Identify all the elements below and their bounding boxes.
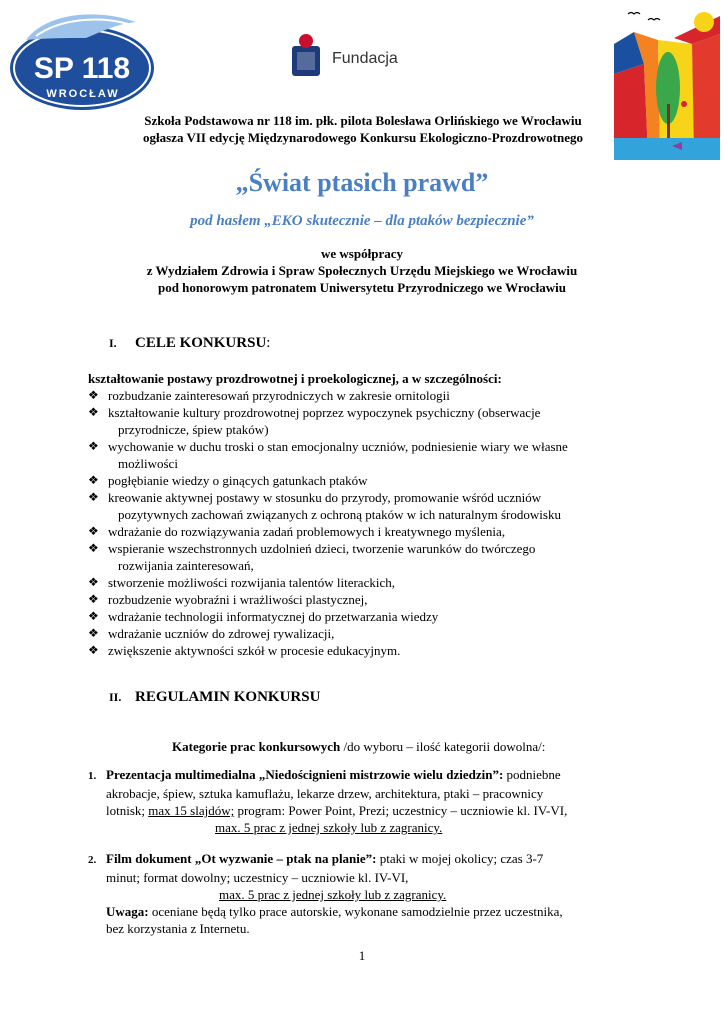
section-1-colon: : [266,335,271,351]
goal-item-text: możliwości [118,456,178,471]
pko-foundation-logo [288,32,408,82]
cooperation-line-3: pod honorowym patronatem Uniwersytetu Przyrodniczego we Wrocławiu [157,280,567,295]
category-2-limit: max. 5 prac z jednej szkoły lub z zagranicy. [219,887,447,902]
bullet-icon [88,506,108,523]
category-2-note-label: Uwaga: [106,904,149,919]
goal-item-text: pogłębianie wiedzy o ginących gatunkach ptaków [108,473,368,488]
goal-item [88,625,648,642]
category-2-note-text: oceniane będą tylko prace autorskie, wykonane samodzielnie przez uczestnika, [148,904,563,919]
contest-motto: pod hasłem „EKO skutecznie – dla ptaków bezpiecznie” [190,213,534,229]
header-line-2: ogłasza VII edycję Międzynarodowego Konkursu Ekologiczno-Prozdrowotnego [143,130,583,145]
bullet-icon: ❖ [88,524,99,538]
goal-item [88,387,648,404]
school-logo-city: WROCŁAW [46,88,120,100]
goal-item-text: wspieranie wszechstronnych uzdolnień dzieci, tworzenie warunków do twórczego [108,541,536,556]
section-2-number: II. [109,690,122,704]
bullet-icon: ❖ [88,388,99,402]
bullet-icon: ❖ [88,490,99,504]
categories-heading-rest: /do wyboru – ilość kategorii dowolna/: [340,739,546,754]
category-2-line-2: minut; format dowolny; uczestnicy – uczniowie kl. IV-VI, [106,870,409,885]
school-logo-text: SP 118 [33,52,131,85]
bullet-icon: ❖ [88,592,99,606]
goal-item [88,404,648,421]
bullet-icon: ❖ [88,575,99,589]
goal-item-text: kształtowanie kultury prozdrowotnej poprzez wypoczynek psychiczny (obserwacje [108,405,541,420]
categories-heading-bold: Kategorie prac konkursowych [172,739,341,754]
section-1-heading [109,335,270,352]
goal-item-text: wychowanie w duchu troski o stan emocjonalny uczniów, podniesienie wiary we własne [108,439,568,454]
category-2-text: ptaki w mojej okolicy; czas 3-7 [376,851,544,866]
category-1-text: podniebne [503,767,561,782]
goal-item [88,523,648,540]
category-2 [88,850,636,937]
goal-item [88,591,648,608]
goal-item-text: wdrażanie technologii informatycznej do przetwarzania wiedzy [108,609,439,624]
category-1-max-slides: max 15 slajdów; [148,803,235,818]
category-1-number: 1. [88,770,97,782]
section-1-title: CELE KONKURSU [135,335,267,351]
bullet-icon: ❖ [88,643,99,657]
goal-item-text: rozbudzenie wyobraźni i wrażliwości plastycznej, [108,592,368,607]
goal-item-text: rozbudzanie zainteresowań przyrodniczych w zakresie ornitologii [108,388,450,403]
category-2-line-1 [88,850,636,869]
goal-item-continuation [88,557,648,574]
school-logo [6,8,156,112]
goal-item [88,472,648,489]
goal-item [88,438,648,455]
section-1-intro: kształtowanie postawy prozdrowotnej i proekologicznej, a w szczególności: [88,371,502,386]
goal-item [88,574,648,591]
goal-item [88,540,648,557]
goal-item-text: wdrażanie do rozwiązywania zadań problemowych i kreatywnego myślenia, [108,524,506,539]
bullet-icon: ❖ [88,473,99,487]
category-1-line-3 [88,802,636,819]
page-number: 1 [358,948,366,963]
goal-item [88,642,648,659]
category-1-title: Prezentacja multimedialna „Niedoścignieni mistrzowie wielu dziedzin”: [106,767,504,782]
bullet-icon: ❖ [88,439,99,453]
contest-title: „Świat ptasich prawd” [235,168,489,197]
goal-item-text: wdrażanie uczniów do zdrowej rywalizacji, [108,626,335,641]
category-1-line-1 [88,766,636,785]
bullet-icon: ❖ [88,626,99,640]
bullet-icon: ❖ [88,405,99,419]
category-2-number: 2. [88,854,97,866]
category-1-line-3b: program: Power Point, Prezi; uczestnicy – uczniowie kl. IV-VI, [234,803,568,818]
category-1-limit: max. 5 prac z jednej szkoły lub z zagranicy. [215,820,443,835]
goal-item-continuation [88,506,648,523]
goal-item-text: przyrodnicze, śpiew ptaków) [118,422,269,437]
header-line-1: Szkoła Podstawowa nr 118 im. płk. pilota Bolesława Orlińskiego we Wrocławiu [144,113,582,128]
bullet-icon [88,557,108,574]
goal-item-text: pozytywnych zachowań związanych z ochroną ptaków w ich naturalnym środowisku [118,507,561,522]
category-1 [88,766,636,836]
category-1-line-3a: lotnisk; [106,803,149,818]
bullet-icon [88,421,108,438]
category-2-note-line-2: bez korzystania z Internetu. [106,921,250,936]
goal-item-text: rozwijania zainteresowań, [118,558,254,573]
categories-heading [172,738,632,755]
goal-item [88,608,648,625]
goal-item [88,489,648,506]
category-2-note [88,903,636,920]
category-1-line-2: akrobacje, śpiew, sztuka kamuflażu, lekarze drzew, architektura, ptaki – pracownicy [106,786,544,801]
pko-foundation-label: Fundacja [332,50,398,67]
bullet-icon [88,455,108,472]
category-2-title: Film dokument „Ot wyzwanie – ptak na planie”: [106,851,377,866]
section-1-number: I. [109,336,117,350]
goal-item-continuation [88,421,648,438]
goal-item-text: zwiększenie aktywności szkół w procesie edukacyjnym. [108,643,401,658]
bullet-icon: ❖ [88,609,99,623]
goals-list [88,387,648,659]
cooperation-line-2: z Wydziałem Zdrowia i Spraw Społecznych Urzędu Miejskiego we Wrocławiu [146,263,578,278]
goal-item-continuation [88,455,648,472]
goal-item-text: stworzenie możliwości rozwijania talentów literackich, [108,575,395,590]
goal-item-text: kreowanie aktywnej postawy w stosunku do przyrody, promowanie wśród uczniów [108,490,542,505]
section-2-heading [109,689,320,706]
bullet-icon: ❖ [88,541,99,555]
section-2-title: REGULAMIN KONKURSU [135,689,321,705]
cooperation-line-1: we współpracy [321,246,403,261]
